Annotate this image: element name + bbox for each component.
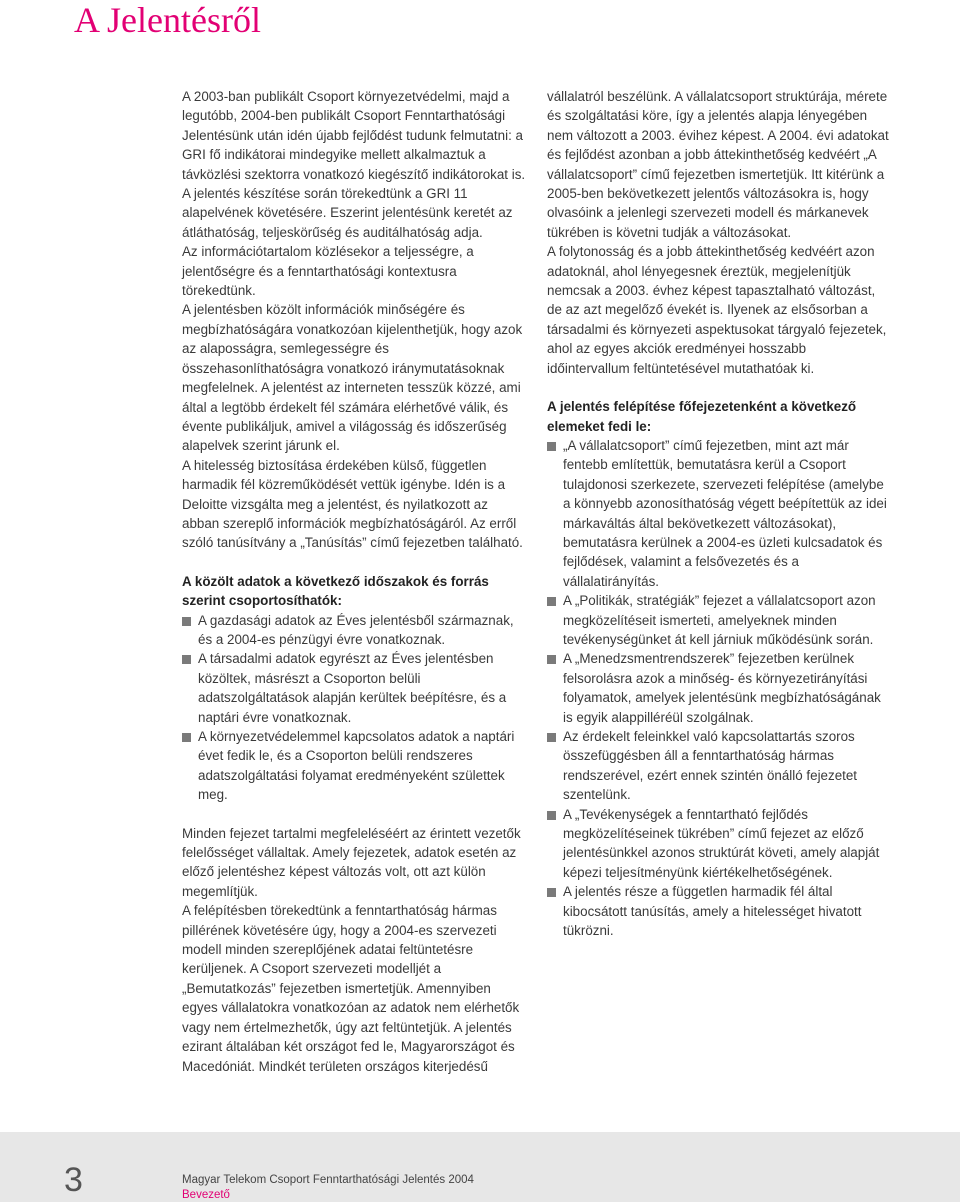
list-item: A gazdasági adatok az Éves jelentésből származnak, és a 2004-es pénzügyi évre vonatkoznak. — [182, 611, 527, 650]
page-title: A Jelentésről — [74, 0, 261, 40]
square-bullet-icon — [182, 617, 191, 626]
intro-paragraph: A hitelesség biztosítása érdekében külső, független harmadik fél közreműködését vettük igénybe. Idén is a Deloitte vizsgálta meg a jelentést, és nyilatkozott az abban szereplő információk megbízhatóságáról. Az erről szóló tanúsítvány a „Tanúsítás” című fejezetben található. — [182, 457, 523, 551]
left-column — [182, 87, 527, 1076]
section-heading: A jelentés felépítése főfejezetenként a következő elemeket fedi le: — [547, 399, 857, 434]
section-heading: A közölt adatok a következő időszakok és forrás szerint csoportosíthatók: — [182, 573, 489, 609]
intro-paragraph: Az információtartalom közlésekor a teljességre, a jelentőségre és a fenntarthatósági kontextusra törekedtünk. — [182, 244, 474, 299]
outro-paragraph: Minden fejezet tartalmi megfeleléséért az érintett vezetők felelősséget vállaltak. Amely fejezetek, adatok esetén az előző jelentéshez képest változás volt, ott azt külön megemlítjük. — [182, 825, 521, 899]
square-bullet-icon — [547, 597, 556, 606]
square-bullet-icon — [547, 811, 556, 820]
intro-paragraph: A jelentés készítése során törekedtünk a GRI 11 alapelvének követésére. Eszerint jelentésünk keretét az átláthatóság, teljeskörűség és auditálhatóság adja. — [182, 186, 513, 240]
list-item: „A vállalatcsoport” című fejezetben, mint azt már fentebb említettük, bemutatásra kerül a Csoport tulajdonosi szerkezete, szervezeti felépítése (amelybe a könnyebb azonosíthatóság végett beépítettük az idei márkaváltás által bekövetkezett változásokat), bemutatásra kerülnek a 2004-es üzleti kulcsadatok és fejlődések, valamint a felsővezetés és a vállalatirányítás. — [547, 436, 892, 591]
square-bullet-icon — [547, 655, 556, 664]
list-item: A társadalmi adatok egyrészt az Éves jelentésben közöltek, másrészt a Csoporton belüli adatszolgáltatások alapján kerültek beépítésre, és a naptári évre vonatkoznak. — [182, 649, 527, 727]
section-name: Bevezető — [182, 1189, 230, 1201]
list-item: A környezetvédelemmel kapcsolatos adatok a naptári évet fedik le, és a Csoporton belüli rendszeres adatszolgáltatási folyamat eredményeként születtek meg. — [182, 727, 527, 805]
outro-paragraph: A felépítésben törekedtünk a fenntarthatóság hármas pillérének követésére úgy, hogy a 2004-es szervezeti modell minden szereplőjének adatai feltüntetésre kerüljenek. A Csoport szervezeti modelljét a „Bemutatkozás” fejezetben ismertetjük. Amennyiben egyes vállalatokra vonatkozóan az adatok nem elérhetők vagy nem értelmezhetők, úgy azt feltüntetjük. A jelentés ezirant általában két országot fed le, Magyarországot és Macedóniát. Mindkét területen országos kiterjedésű — [182, 903, 520, 1074]
list-item: A „Menedzsmentrendszerek” fejezetben kerülnek felsorolásra azok a minőség- és környezetirányítási folyamatok, amelyek jelentésünk megbízhatóságának is egyik alappilléréül szolgálnak. — [547, 649, 892, 727]
publication-title: Magyar Telekom Csoport Fenntarthatósági Jelentés 2004 — [182, 1174, 474, 1186]
list-item: Az érdekelt feleinkkel való kapcsolattartás szoros összefüggésben áll a fenntarthatóság hármas rendszerével, ezért ennek szintén önálló fejezetet szentelünk. — [547, 727, 892, 805]
list-item: A „Politikák, stratégiák” fejezet a vállalatcsoport azon megközelítéseit ismerteti, amelyeknek minden tevékenységünket át kell járniuk működésünk során. — [547, 591, 892, 649]
square-bullet-icon — [547, 442, 556, 451]
intro-paragraph: A jelentésben közölt információk minőségére és megbízhatóságára vonatkozóan kijelenthetjük, hogy azok az alaposságra, semlegességre és összehasonlíthatóságra vonatkozó iránymutatásoknak megfelelnek. A jelentést az interneten tesszük közzé, ami által a legtöbb érdekelt fél számára elérhetővé válik, és évente publikáljuk, amivel a világosság és időszerűség alapelvek szerint járunk el. — [182, 302, 523, 454]
page-number: 3 — [64, 1161, 83, 1199]
intro-paragraph: A 2003-ban publikált Csoport környezetvédelmi, majd a legutóbb, 2004-ben publikált Csoport Fenntarthatósági Jelentésünk után idén újabb fejlődést tudunk felmutatni: a GRI fő indikátorai mindegyike mellett alkalmaztuk a távközlési szektorra vonatkozó kiegészítő indikátorokat is. — [182, 89, 526, 182]
bullet-list — [182, 611, 527, 805]
right-column — [547, 87, 892, 940]
square-bullet-icon — [547, 888, 556, 897]
intro-paragraph: vállalatról beszélünk. A vállalatcsoport struktúrája, mérete és szolgáltatási köre, így a jelentés alapja lényegében nem változott a 2003. évihez képest. A 2004. évi adatokat és fejlődést azonban a jobb áttekinthetőség kedvéért „A vállalatcsoport” című fejezetben ismertetjük. Itt kitérünk a 2005-ben bekövetkezett jelentős változásokra is, hogy olvasóink a jelenlegi szervezeti modell és márkanevek tükrében is követni tudják a változásokat. — [547, 89, 889, 240]
intro-paragraph: A folytonosság és a jobb áttekinthetőség kedvéért azon adatoknál, ahol lényegesnek éreztük, megjelenítjük nemcsak a 2003. évhez képest tapasztalható változást, de az azt megelőző évekét is. Ilyenek az elsősorban a társadalmi és környezeti aspektusokat tárgyaló fejezetek, ahol az egyes akciók eredményei hosszabb időintervallum feltüntetésével mutathatóak ki. — [547, 244, 887, 376]
bullet-list — [547, 436, 892, 941]
list-item: A jelentés része a független harmadik fél által kibocsátott tanúsítás, amely a hitelességet hivatott tükrözni. — [547, 882, 892, 940]
square-bullet-icon — [182, 655, 191, 664]
square-bullet-icon — [547, 733, 556, 742]
list-item: A „Tevékenységek a fenntartható fejlődés megközelítéseinek tükrében” című fejezet az előző jelentésünkkel azonos struktúrát követi, amely alapját képezi teljesítményünk kiértékelhetőségének. — [547, 805, 892, 883]
footer-bar — [0, 1132, 960, 1202]
square-bullet-icon — [182, 733, 191, 742]
